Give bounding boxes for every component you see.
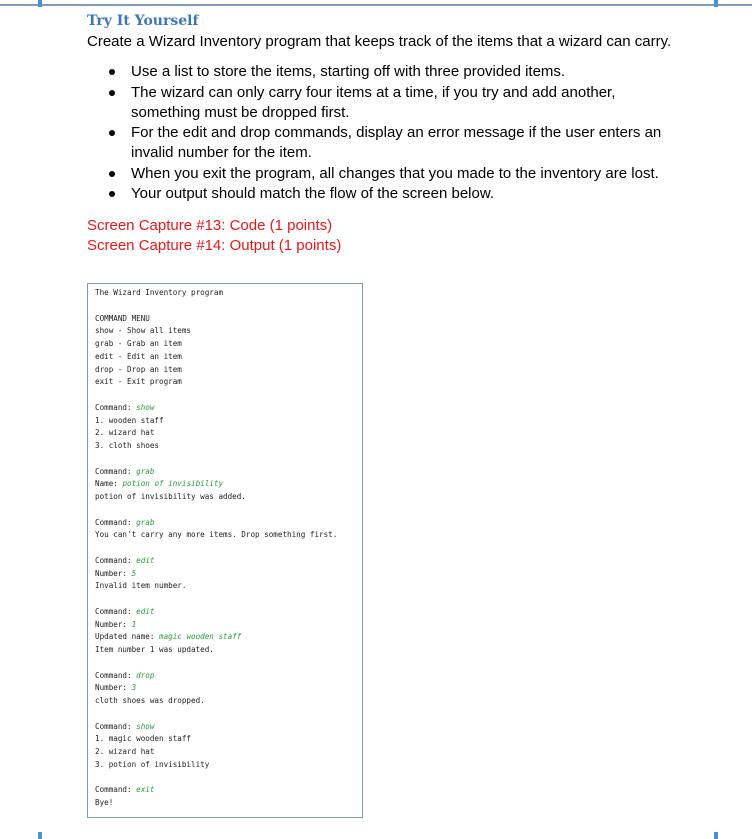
list-item: The wizard can only carry four items at a time, if you try and add another, something must be dropped first. (109, 83, 687, 123)
bullet-icon (109, 130, 115, 136)
command-line: Command: drop (95, 670, 155, 680)
output-line: Item number 1 was updated. (95, 645, 214, 654)
user-input: edit (136, 555, 155, 565)
output-line: potion of invisibility was added. (95, 492, 246, 501)
program-title: The Wizard Inventory program (95, 288, 224, 297)
corner-marker (38, 0, 42, 7)
user-input: potion of invisibility (122, 479, 224, 489)
command-line: Command: edit (95, 606, 155, 616)
output-line: 3. potion of invisibility (95, 759, 210, 769)
corner-marker (714, 832, 718, 839)
menu-item: show - Show all items (95, 326, 192, 336)
user-input: show (136, 721, 155, 731)
bullet-icon (109, 191, 115, 197)
output-line: Invalid item number. (95, 581, 187, 591)
output-line: 3. cloth shoes (95, 441, 160, 450)
user-input: edit (136, 606, 155, 616)
number-line: Number: 1 (95, 619, 137, 629)
user-input: drop (136, 670, 155, 680)
menu-item: drop - Drop an item (95, 364, 182, 374)
user-input: 1 (131, 619, 137, 629)
list-item: When you exit the program, all changes that you made to the inventory are lost. (109, 164, 687, 184)
user-input: show (136, 402, 155, 412)
assignment-section (87, 12, 687, 256)
output-line: 1. wooden staff (95, 415, 164, 425)
output-line: cloth shoes was dropped. (95, 696, 205, 705)
user-input: magic wooden staff (159, 632, 242, 642)
list-item: Your output should match the flow of the screen below. (109, 184, 687, 204)
output-line: 1. magic wooden staff (95, 734, 192, 744)
menu-item: exit - Exit program (95, 377, 182, 387)
command-line: Command: show (95, 721, 155, 731)
command-line: Command: exit (95, 785, 155, 795)
page-top-border (0, 4, 752, 6)
user-input: 5 (131, 568, 137, 578)
bullet-icon (109, 171, 115, 177)
command-line: Command: show (95, 402, 155, 412)
menu-item: edit - Edit an item (95, 351, 182, 361)
list-item: Use a list to store the items, starting off with three provided items. (109, 62, 687, 82)
user-input: 3 (131, 683, 137, 693)
output-line: 2. wizard hat (95, 747, 155, 756)
updated-name-line: Updated name: magic wooden staff (95, 632, 242, 642)
command-line: Command: grab (95, 517, 155, 527)
command-line: Command: edit (95, 555, 155, 565)
requirements-list (87, 62, 687, 204)
console-output (87, 283, 363, 818)
user-input: grab (136, 517, 155, 527)
user-input: exit (136, 785, 155, 795)
user-input: grab (136, 466, 155, 476)
list-item: For the edit and drop commands, display an error message if the user enters an invalid number for the item. (109, 123, 687, 163)
screen-capture-code-label: Screen Capture #13: Code (1 points) (87, 217, 333, 234)
bullet-icon (109, 69, 115, 75)
corner-marker (714, 0, 718, 7)
section-heading: Try It Yourself (87, 13, 199, 29)
number-line: Number: 3 (95, 683, 137, 693)
bullet-icon (109, 90, 115, 96)
output-line: Bye! (95, 798, 114, 807)
name-line: Name: potion of invisibility (95, 479, 224, 489)
output-line: 2. wizard hat (95, 428, 155, 438)
intro-paragraph: Create a Wizard Inventory program that keeps track of the items that a wizard can carry. (87, 33, 672, 50)
command-line: Command: grab (95, 466, 155, 476)
number-line: Number: 5 (95, 568, 137, 578)
corner-marker (38, 832, 42, 839)
screen-capture-output-label: Screen Capture #14: Output (1 points) (87, 237, 342, 254)
menu-item: grab - Grab an item (95, 339, 182, 348)
output-line: You can't carry any more items. Drop something first. (95, 530, 338, 540)
menu-title: COMMAND MENU (95, 313, 150, 323)
